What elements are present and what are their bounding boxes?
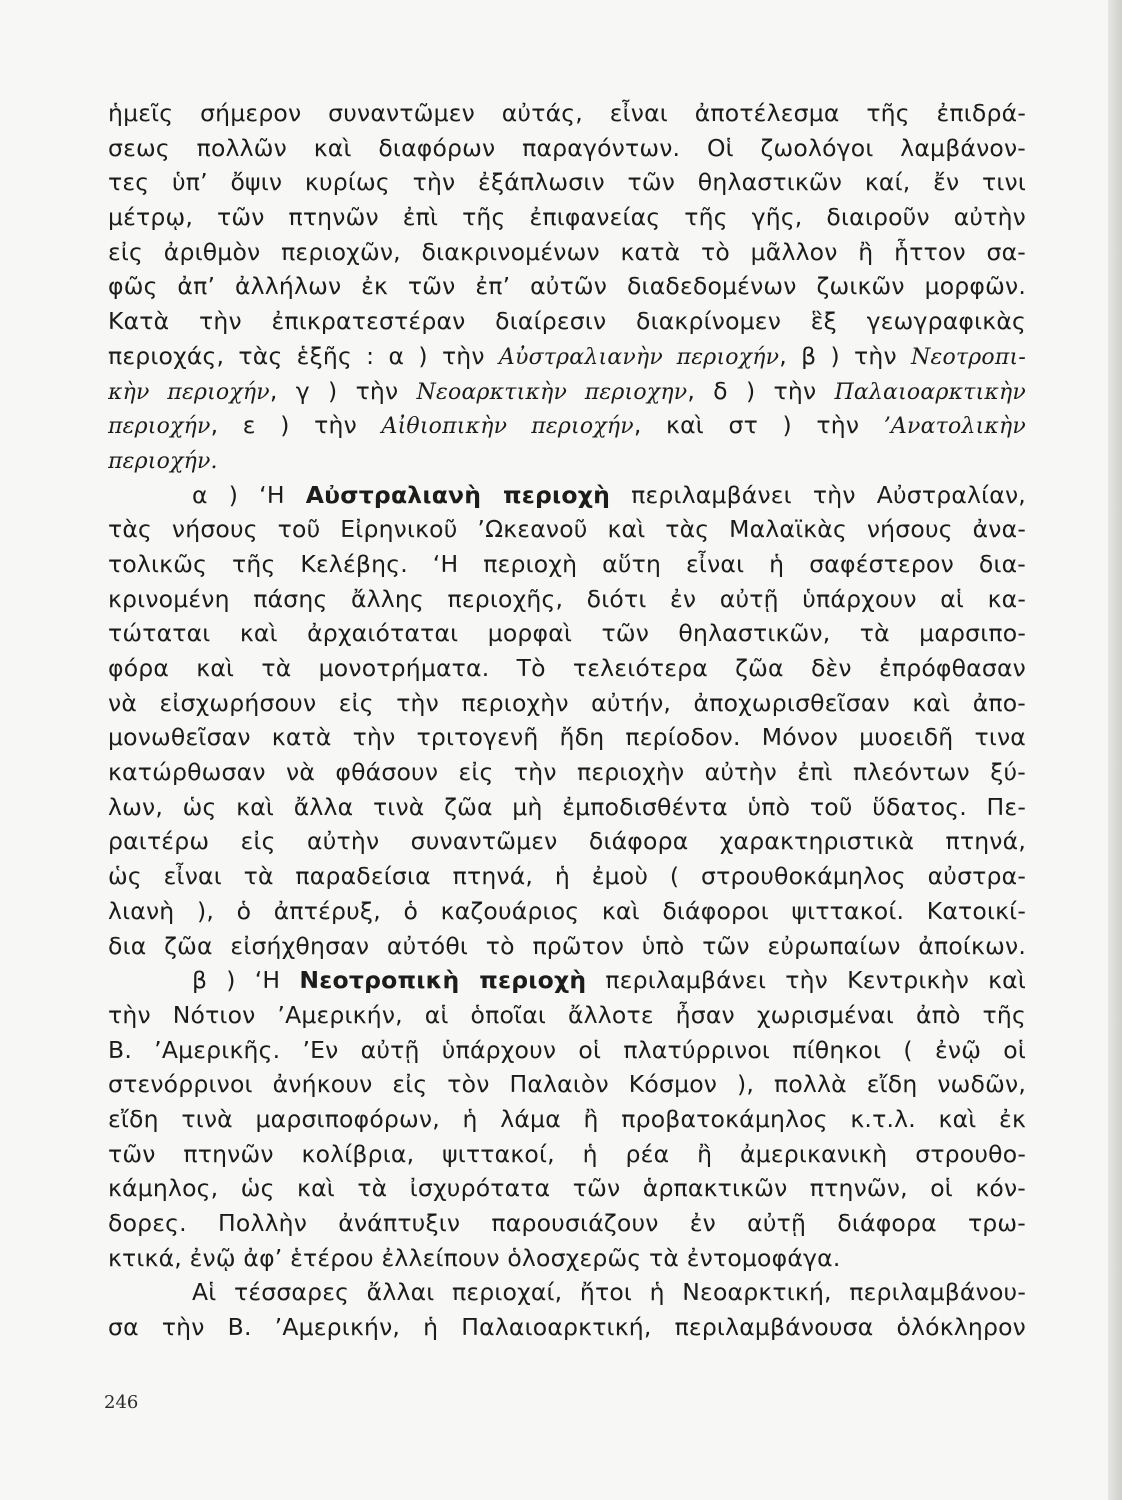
text-run: κρινομένη πάσης ἄλλης περιοχῆς, διότι ἐν αὐτῇ ὑπάρχουν αἱ κα- (108, 584, 1026, 613)
text-line (108, 1137, 1026, 1172)
italic-term: περιοχήν (108, 414, 211, 440)
body-text (108, 96, 1026, 1345)
text-line (108, 269, 1026, 304)
text-line (108, 651, 1026, 686)
text-run: τώταται καὶ ἀρχαιόταται μορφαὶ τῶν θηλαστικῶν, τὰ μαρσιπο- (108, 619, 1026, 648)
text-line (108, 1241, 1026, 1276)
bold-heading: Αὐστραλιανὴ περιοχὴ (305, 480, 611, 509)
italic-term: Αἰθιοπικὴν περιοχήν (381, 414, 634, 440)
text-run: τὴν Νότιον ’Αμερικήν, αἱ ὁποῖαι ἄλλοτε ἦσαν χωρισμέναι ἀπὸ τῆς (108, 1000, 1026, 1029)
text-line (108, 582, 1026, 617)
text-line (108, 235, 1026, 270)
text-line (108, 1275, 1026, 1310)
text-line (108, 1102, 1026, 1137)
text-run: κατώρθωσαν νὰ φθάσουν εἰς τὴν περιοχὴν αὐτὴν ἐπὶ πλεόντων ξύ- (108, 758, 1026, 787)
text-line (108, 790, 1026, 825)
text-run: φῶς ἀπ’ ἀλλήλων ἐκ τῶν ἐπ’ αὐτῶν διαδεδομένων ζωικῶν μορφῶν. (108, 272, 1026, 301)
text-line (108, 859, 1026, 894)
text-line (108, 443, 1026, 478)
text-line (108, 720, 1026, 755)
text-run: περιλαμβάνει τὴν Κεντρικὴν καὶ (586, 966, 1026, 995)
text-run: εἴδη τινὰ μαρσιποφόρων, ἡ λάμα ἢ προβατοκάμηλος κ.τ.λ. καὶ ἐκ (108, 1104, 1026, 1133)
text-line (108, 824, 1026, 859)
italic-term: Παλαιοαρκτικὴν (834, 379, 1026, 405)
text-run: ὡς εἶναι τὰ παραδείσια πτηνά, ἡ ἐμοὺ ( στρουθοκάμηλος αὐστρα- (108, 862, 1026, 891)
text-line (108, 616, 1026, 651)
text-run: τες ὑπ’ ὄψιν κυρίως τὴν ἐξάπλωσιν τῶν θηλαστικῶν καί, ἔν τινι (108, 168, 1026, 197)
italic-term: Αὐστραλιανὴν περιοχήν (498, 344, 780, 370)
text-run: εἰς ἀριθμὸν περιοχῶν, διακρινομένων κατὰ τὸ μᾶλλον ἢ ἧττον σα- (108, 237, 1026, 266)
text-run: ἡμεῖς σήμερον συναντῶμεν αὐτάς, εἶναι ἀποτέλεσμα τῆς ἐπιδρά- (108, 99, 1026, 127)
text-run: κτικά, ἐνῷ ἀφ’ ἑτέρου ἐλλείπουν ὁλοσχερῶς τὰ ἐντομοφάγα. (108, 1243, 841, 1272)
text-run: , ε ) τὴν (210, 411, 382, 440)
text-run: Β. ’Αμερικῆς. ’Εν αὐτῇ ὑπάρχουν οἱ πλατύρρινοι πίθηκοι ( ἐνῷ οἱ (108, 1035, 1026, 1064)
italic-term: Νεοαρκτικὴν περιοχην (416, 379, 688, 405)
bold-heading: Νεοτροπικὴ περιοχὴ (299, 966, 587, 995)
text-line (108, 200, 1026, 235)
text-run: περιλαμβάνει τὴν Αὐστραλίαν, (610, 480, 1026, 509)
text-run: Αἱ τέσσαρες ἄλλαι περιοχαί, ἤτοι ἡ Νεοαρκτική, περιλαμβάνου- (192, 1278, 1026, 1307)
text-run: λιανὴ ), ὁ ἀπτέρυξ, ὁ καζουάριος καὶ διάφοροι ψιττακοί. Κατοικί- (108, 896, 1026, 925)
text-line (108, 1033, 1026, 1068)
page-edge (1108, 0, 1122, 1500)
text-line (108, 1206, 1026, 1241)
text-line (108, 131, 1026, 166)
text-line (108, 686, 1026, 721)
text-line (108, 408, 1026, 443)
text-run: , γ ) τὴν (269, 376, 417, 405)
text-line (108, 894, 1026, 929)
text-run: τὰς νήσους τοῦ Εἰρηνικοῦ ’Ωκεανοῦ καὶ τὰς Μαλαϊκὰς νήσους ἀνα- (108, 515, 1026, 544)
text-line (108, 998, 1026, 1033)
text-run: , δ ) τὴν (687, 376, 835, 405)
text-line (108, 478, 1026, 513)
text-line (108, 165, 1026, 200)
text-line (108, 339, 1026, 374)
text-run: σα τὴν Β. ’Αμερικήν, ἡ Παλαιοαρκτική, περιλαμβάνουσα ὁλόκληρον (108, 1313, 1026, 1342)
text-line (108, 547, 1026, 582)
italic-term: Νεοτροπι- (911, 344, 1026, 370)
text-line (108, 304, 1026, 339)
text-line (108, 374, 1026, 409)
text-run: σεως πολλῶν καὶ διαφόρων παραγόντων. Οἱ ζωολόγοι λαμβάνον- (108, 133, 1026, 162)
text-run: στενόρρινοι ἀνήκουν εἰς τὸν Παλαιὸν Κόσμον ), πολλὰ εἴδη νωδῶν, (108, 1070, 1026, 1099)
text-line (108, 755, 1026, 790)
italic-term: περιοχήν. (108, 448, 218, 474)
text-run: Κατὰ τὴν ἐπικρατεστέραν διαίρεσιν διακρίνομεν ἓξ γεωγραφικὰς (108, 307, 1026, 336)
text-line (108, 1171, 1026, 1206)
text-run: τῶν πτηνῶν κολίβρια, ψιττακοί, ἡ ρέα ἢ ἀμερικανικὴ στρουθο- (108, 1139, 1026, 1168)
text-run: β ) ‘Η (192, 966, 300, 995)
text-run: νὰ εἰσχωρήσουν εἰς τὴν περιοχὴν αὐτήν, ἀποχωρισθεῖσαν καὶ ἀπο- (108, 688, 1026, 717)
text-run: δορες. Πολλὴν ἀνάπτυξιν παρουσιάζουν ἐν αὐτῇ διάφορα τρω- (108, 1209, 1026, 1237)
text-run: τολικῶς τῆς Κελέβης. ‘Η περιοχὴ αὕτη εἶναι ἡ σαφέστερον δια- (108, 549, 1026, 578)
text-run: κάμηλος, ὡς καὶ τὰ ἰσχυρότατα τῶν ἁρπακτικῶν πτηνῶν, οἱ κόν- (108, 1174, 1026, 1203)
text-run: περιοχάς, τὰς ἑξῆς : α ) τὴν (108, 341, 499, 370)
text-line (108, 1067, 1026, 1102)
text-run: μονωθεῖσαν κατὰ τὴν τριτογενῆ ἤδη περίοδον. Μόνον μυοειδῆ τινα (108, 723, 1026, 752)
text-run: , β ) τὴν (779, 341, 912, 370)
text-line (108, 929, 1026, 964)
text-line (108, 963, 1026, 998)
text-line (108, 1310, 1026, 1345)
text-run: λων, ὡς καὶ ἄλλα τινὰ ζῶα μὴ ἐμποδισθέντα ὑπὸ τοῦ ὕδατος. Πε- (108, 792, 1026, 821)
text-run: μέτρῳ, τῶν πτηνῶν ἐπὶ τῆς ἐπιφανείας τῆς γῆς, διαιροῦν αὐτὴν (108, 203, 1026, 232)
page-number: 246 (104, 1392, 139, 1413)
text-run: α ) ‘Η (192, 480, 306, 509)
text-run: , καὶ στ ) τὴν (633, 411, 884, 440)
italic-term: ’Ανατολικὴν (883, 414, 1026, 440)
text-line (108, 512, 1026, 547)
text-run: δια ζῶα εἰσήχθησαν αὐτόθι τὸ πρῶτον ὑπὸ τῶν εὐρωπαίων ἀποίκων. (108, 931, 1026, 960)
text-run: φόρα καὶ τὰ μονοτρήματα. Τὸ τελειότερα ζῶα δὲν ἐπρόφθασαν (108, 654, 1026, 682)
text-line (108, 96, 1026, 131)
text-run: ραιτέρω εἰς αὐτὴν συναντῶμεν διάφορα χαρακτηριστικὰ πτηνά, (108, 827, 1026, 856)
italic-term: κὴν περιοχήν (108, 379, 270, 405)
